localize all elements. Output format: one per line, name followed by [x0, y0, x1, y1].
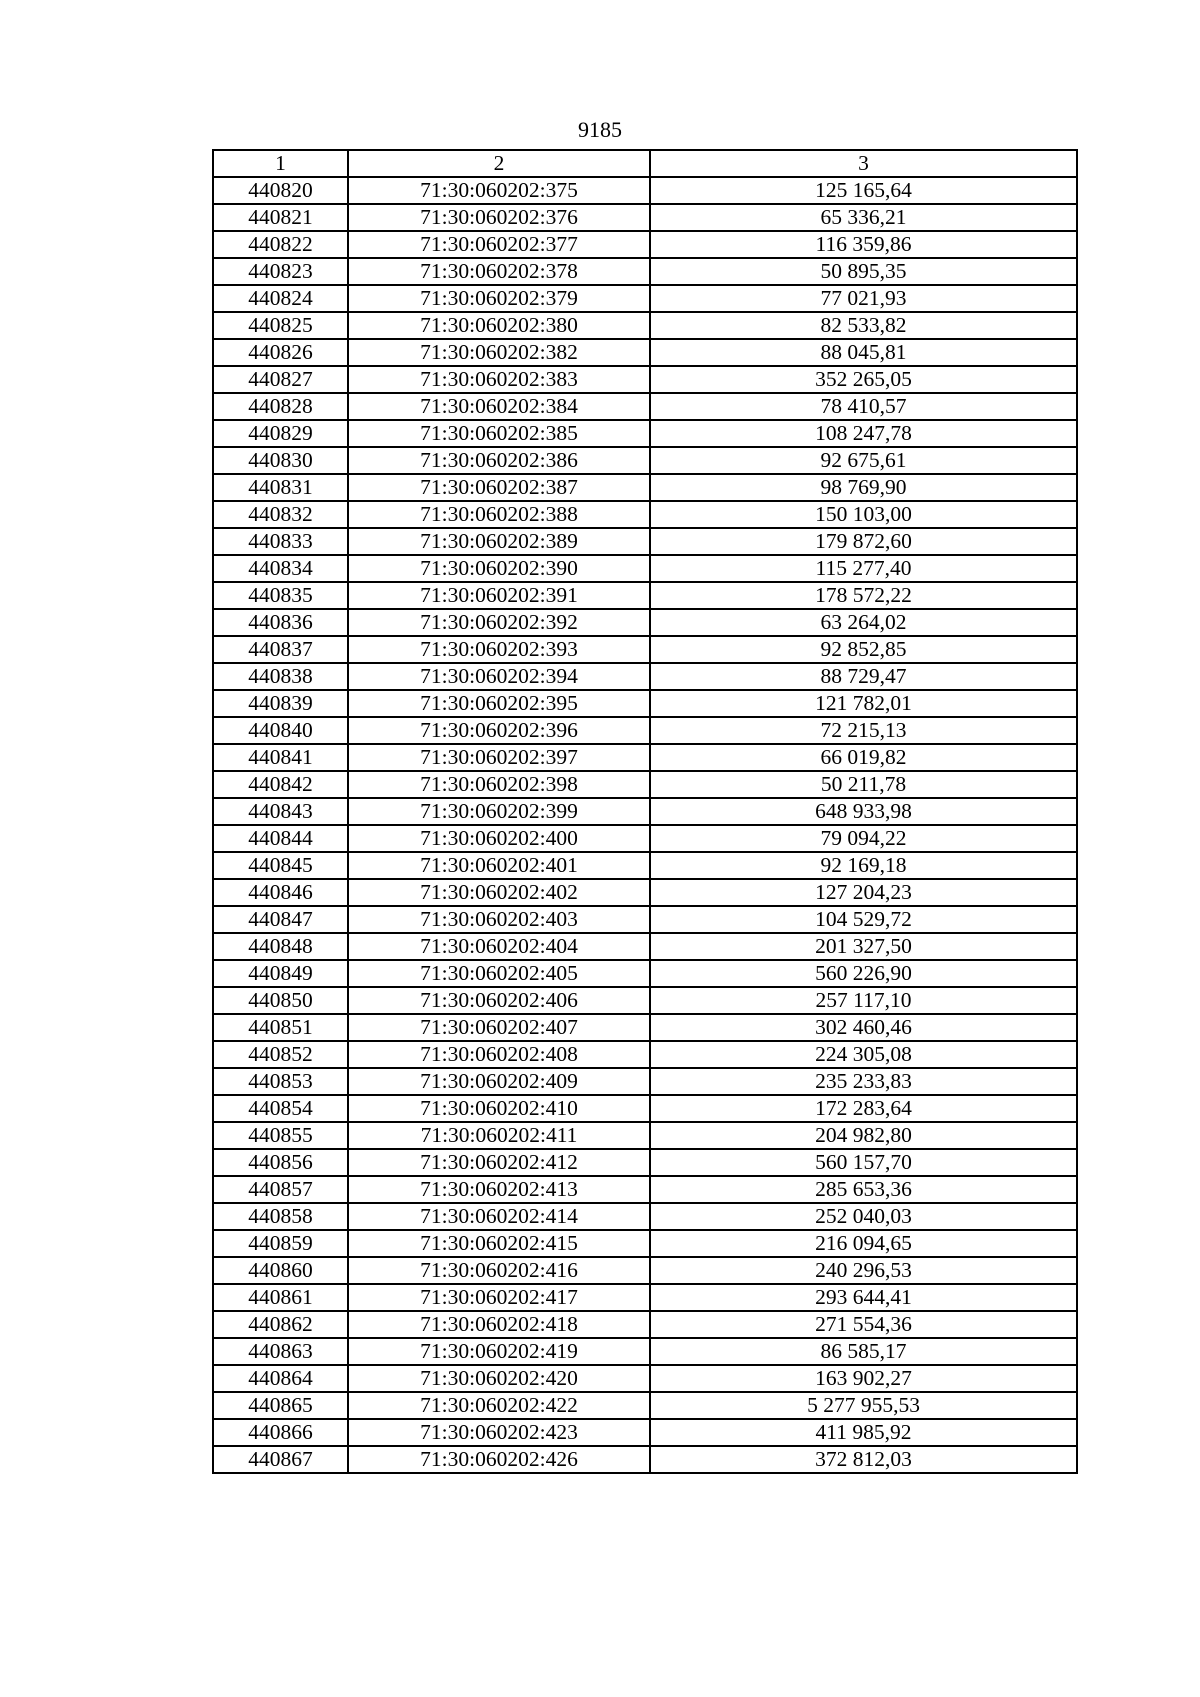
table-header-row [213, 150, 1077, 177]
cadastral-number-cell: 71:30:060202:384 [348, 393, 650, 420]
row-number-cell: 440864 [213, 1365, 348, 1392]
table-row [213, 528, 1077, 555]
table-row [213, 1095, 1077, 1122]
table-row [213, 1068, 1077, 1095]
row-number-cell: 440861 [213, 1284, 348, 1311]
column-header-3: 3 [650, 150, 1077, 177]
table-row [213, 501, 1077, 528]
row-number-cell: 440836 [213, 609, 348, 636]
data-table [212, 149, 1078, 1474]
value-cell: 5 277 955,53 [650, 1392, 1077, 1419]
table-row [213, 1176, 1077, 1203]
table-row [213, 177, 1077, 204]
cadastral-number-cell: 71:30:060202:416 [348, 1257, 650, 1284]
value-cell: 50 895,35 [650, 258, 1077, 285]
table-row [213, 1338, 1077, 1365]
cadastral-number-cell: 71:30:060202:414 [348, 1203, 650, 1230]
cadastral-number-cell: 71:30:060202:415 [348, 1230, 650, 1257]
row-number-cell: 440838 [213, 663, 348, 690]
value-cell: 66 019,82 [650, 744, 1077, 771]
value-cell: 293 644,41 [650, 1284, 1077, 1311]
cadastral-number-cell: 71:30:060202:400 [348, 825, 650, 852]
row-number-cell: 440832 [213, 501, 348, 528]
cadastral-number-cell: 71:30:060202:376 [348, 204, 650, 231]
value-cell: 104 529,72 [650, 906, 1077, 933]
value-cell: 108 247,78 [650, 420, 1077, 447]
cadastral-number-cell: 71:30:060202:423 [348, 1419, 650, 1446]
row-number-cell: 440866 [213, 1419, 348, 1446]
value-cell: 172 283,64 [650, 1095, 1077, 1122]
value-cell: 216 094,65 [650, 1230, 1077, 1257]
row-number-cell: 440850 [213, 987, 348, 1014]
value-cell: 240 296,53 [650, 1257, 1077, 1284]
value-cell: 88 729,47 [650, 663, 1077, 690]
table-row [213, 636, 1077, 663]
value-cell: 372 812,03 [650, 1446, 1077, 1473]
table-row [213, 1014, 1077, 1041]
row-number-cell: 440826 [213, 339, 348, 366]
table-row [213, 1419, 1077, 1446]
cadastral-number-cell: 71:30:060202:378 [348, 258, 650, 285]
value-cell: 271 554,36 [650, 1311, 1077, 1338]
cadastral-number-cell: 71:30:060202:392 [348, 609, 650, 636]
table-row [213, 933, 1077, 960]
table-row [213, 1257, 1077, 1284]
cadastral-number-cell: 71:30:060202:383 [348, 366, 650, 393]
cadastral-number-cell: 71:30:060202:385 [348, 420, 650, 447]
table-row [213, 285, 1077, 312]
row-number-cell: 440822 [213, 231, 348, 258]
cadastral-number-cell: 71:30:060202:406 [348, 987, 650, 1014]
row-number-cell: 440837 [213, 636, 348, 663]
value-cell: 65 336,21 [650, 204, 1077, 231]
cadastral-number-cell: 71:30:060202:401 [348, 852, 650, 879]
table-row [213, 744, 1077, 771]
row-number-cell: 440848 [213, 933, 348, 960]
row-number-cell: 440820 [213, 177, 348, 204]
row-number-cell: 440827 [213, 366, 348, 393]
row-number-cell: 440855 [213, 1122, 348, 1149]
table-row [213, 447, 1077, 474]
table-row [213, 312, 1077, 339]
table-row [213, 339, 1077, 366]
value-cell: 235 233,83 [650, 1068, 1077, 1095]
table-row [213, 420, 1077, 447]
row-number-cell: 440841 [213, 744, 348, 771]
cadastral-number-cell: 71:30:060202:393 [348, 636, 650, 663]
value-cell: 179 872,60 [650, 528, 1077, 555]
row-number-cell: 440845 [213, 852, 348, 879]
value-cell: 115 277,40 [650, 555, 1077, 582]
value-cell: 98 769,90 [650, 474, 1077, 501]
row-number-cell: 440844 [213, 825, 348, 852]
row-number-cell: 440858 [213, 1203, 348, 1230]
table-row [213, 1446, 1077, 1473]
row-number-cell: 440867 [213, 1446, 348, 1473]
table-row [213, 258, 1077, 285]
table-row [213, 366, 1077, 393]
cadastral-number-cell: 71:30:060202:382 [348, 339, 650, 366]
table-row [213, 1311, 1077, 1338]
cadastral-number-cell: 71:30:060202:379 [348, 285, 650, 312]
cadastral-number-cell: 71:30:060202:380 [348, 312, 650, 339]
table-row [213, 1041, 1077, 1068]
value-cell: 88 045,81 [650, 339, 1077, 366]
table-row [213, 555, 1077, 582]
cadastral-number-cell: 71:30:060202:397 [348, 744, 650, 771]
cadastral-number-cell: 71:30:060202:391 [348, 582, 650, 609]
table-row [213, 717, 1077, 744]
row-number-cell: 440865 [213, 1392, 348, 1419]
row-number-cell: 440824 [213, 285, 348, 312]
cadastral-number-cell: 71:30:060202:408 [348, 1041, 650, 1068]
table-row [213, 1203, 1077, 1230]
table-row [213, 906, 1077, 933]
row-number-cell: 440853 [213, 1068, 348, 1095]
cadastral-number-cell: 71:30:060202:412 [348, 1149, 650, 1176]
table-row [213, 393, 1077, 420]
cadastral-number-cell: 71:30:060202:426 [348, 1446, 650, 1473]
table-row [213, 960, 1077, 987]
table-row [213, 231, 1077, 258]
cadastral-number-cell: 71:30:060202:418 [348, 1311, 650, 1338]
cadastral-number-cell: 71:30:060202:402 [348, 879, 650, 906]
value-cell: 82 533,82 [650, 312, 1077, 339]
cadastral-number-cell: 71:30:060202:377 [348, 231, 650, 258]
cadastral-number-cell: 71:30:060202:403 [348, 906, 650, 933]
row-number-cell: 440829 [213, 420, 348, 447]
cadastral-number-cell: 71:30:060202:404 [348, 933, 650, 960]
row-number-cell: 440842 [213, 771, 348, 798]
cadastral-number-cell: 71:30:060202:386 [348, 447, 650, 474]
value-cell: 163 902,27 [650, 1365, 1077, 1392]
table-row [213, 1122, 1077, 1149]
value-cell: 252 040,03 [650, 1203, 1077, 1230]
value-cell: 50 211,78 [650, 771, 1077, 798]
cadastral-number-cell: 71:30:060202:419 [348, 1338, 650, 1365]
cadastral-number-cell: 71:30:060202:417 [348, 1284, 650, 1311]
row-number-cell: 440830 [213, 447, 348, 474]
row-number-cell: 440863 [213, 1338, 348, 1365]
table-row [213, 663, 1077, 690]
value-cell: 127 204,23 [650, 879, 1077, 906]
row-number-cell: 440843 [213, 798, 348, 825]
cadastral-number-cell: 71:30:060202:413 [348, 1176, 650, 1203]
cadastral-number-cell: 71:30:060202:405 [348, 960, 650, 987]
cadastral-number-cell: 71:30:060202:396 [348, 717, 650, 744]
value-cell: 86 585,17 [650, 1338, 1077, 1365]
page-number: 9185 [578, 117, 622, 142]
row-number-cell: 440862 [213, 1311, 348, 1338]
row-number-cell: 440846 [213, 879, 348, 906]
table-row [213, 798, 1077, 825]
table-row [213, 1230, 1077, 1257]
cadastral-number-cell: 71:30:060202:420 [348, 1365, 650, 1392]
column-header-1: 1 [213, 150, 348, 177]
value-cell: 125 165,64 [650, 177, 1077, 204]
cadastral-number-cell: 71:30:060202:410 [348, 1095, 650, 1122]
table-row [213, 474, 1077, 501]
cadastral-number-cell: 71:30:060202:395 [348, 690, 650, 717]
value-cell: 285 653,36 [650, 1176, 1077, 1203]
value-cell: 77 021,93 [650, 285, 1077, 312]
table-body [213, 177, 1077, 1473]
table-row [213, 204, 1077, 231]
cadastral-number-cell: 71:30:060202:411 [348, 1122, 650, 1149]
table-row [213, 1365, 1077, 1392]
row-number-cell: 440852 [213, 1041, 348, 1068]
value-cell: 72 215,13 [650, 717, 1077, 744]
table-row [213, 987, 1077, 1014]
row-number-cell: 440835 [213, 582, 348, 609]
table-row [213, 771, 1077, 798]
row-number-cell: 440847 [213, 906, 348, 933]
cadastral-number-cell: 71:30:060202:407 [348, 1014, 650, 1041]
row-number-cell: 440860 [213, 1257, 348, 1284]
row-number-cell: 440851 [213, 1014, 348, 1041]
row-number-cell: 440825 [213, 312, 348, 339]
table-row [213, 1284, 1077, 1311]
value-cell: 92 169,18 [650, 852, 1077, 879]
row-number-cell: 440833 [213, 528, 348, 555]
value-cell: 121 782,01 [650, 690, 1077, 717]
value-cell: 560 226,90 [650, 960, 1077, 987]
row-number-cell: 440849 [213, 960, 348, 987]
cadastral-number-cell: 71:30:060202:394 [348, 663, 650, 690]
value-cell: 178 572,22 [650, 582, 1077, 609]
value-cell: 116 359,86 [650, 231, 1077, 258]
cadastral-number-cell: 71:30:060202:388 [348, 501, 650, 528]
value-cell: 92 852,85 [650, 636, 1077, 663]
cadastral-number-cell: 71:30:060202:398 [348, 771, 650, 798]
row-number-cell: 440857 [213, 1176, 348, 1203]
table-row [213, 852, 1077, 879]
value-cell: 79 094,22 [650, 825, 1077, 852]
cadastral-number-cell: 71:30:060202:390 [348, 555, 650, 582]
cadastral-number-cell: 71:30:060202:422 [348, 1392, 650, 1419]
table-row [213, 879, 1077, 906]
row-number-cell: 440839 [213, 690, 348, 717]
row-number-cell: 440856 [213, 1149, 348, 1176]
cadastral-number-cell: 71:30:060202:399 [348, 798, 650, 825]
cadastral-number-cell: 71:30:060202:389 [348, 528, 650, 555]
value-cell: 352 265,05 [650, 366, 1077, 393]
table-row [213, 1149, 1077, 1176]
column-header-2: 2 [348, 150, 650, 177]
value-cell: 560 157,70 [650, 1149, 1077, 1176]
value-cell: 302 460,46 [650, 1014, 1077, 1041]
row-number-cell: 440821 [213, 204, 348, 231]
value-cell: 257 117,10 [650, 987, 1077, 1014]
value-cell: 648 933,98 [650, 798, 1077, 825]
table-row [213, 582, 1077, 609]
cadastral-number-cell: 71:30:060202:375 [348, 177, 650, 204]
cadastral-number-cell: 71:30:060202:387 [348, 474, 650, 501]
row-number-cell: 440840 [213, 717, 348, 744]
table-row [213, 1392, 1077, 1419]
value-cell: 92 675,61 [650, 447, 1077, 474]
table-row [213, 609, 1077, 636]
row-number-cell: 440859 [213, 1230, 348, 1257]
value-cell: 411 985,92 [650, 1419, 1077, 1446]
cadastral-number-cell: 71:30:060202:409 [348, 1068, 650, 1095]
value-cell: 204 982,80 [650, 1122, 1077, 1149]
value-cell: 78 410,57 [650, 393, 1077, 420]
row-number-cell: 440854 [213, 1095, 348, 1122]
value-cell: 224 305,08 [650, 1041, 1077, 1068]
value-cell: 63 264,02 [650, 609, 1077, 636]
value-cell: 201 327,50 [650, 933, 1077, 960]
row-number-cell: 440823 [213, 258, 348, 285]
table-row [213, 825, 1077, 852]
row-number-cell: 440828 [213, 393, 348, 420]
row-number-cell: 440834 [213, 555, 348, 582]
value-cell: 150 103,00 [650, 501, 1077, 528]
row-number-cell: 440831 [213, 474, 348, 501]
table-row [213, 690, 1077, 717]
